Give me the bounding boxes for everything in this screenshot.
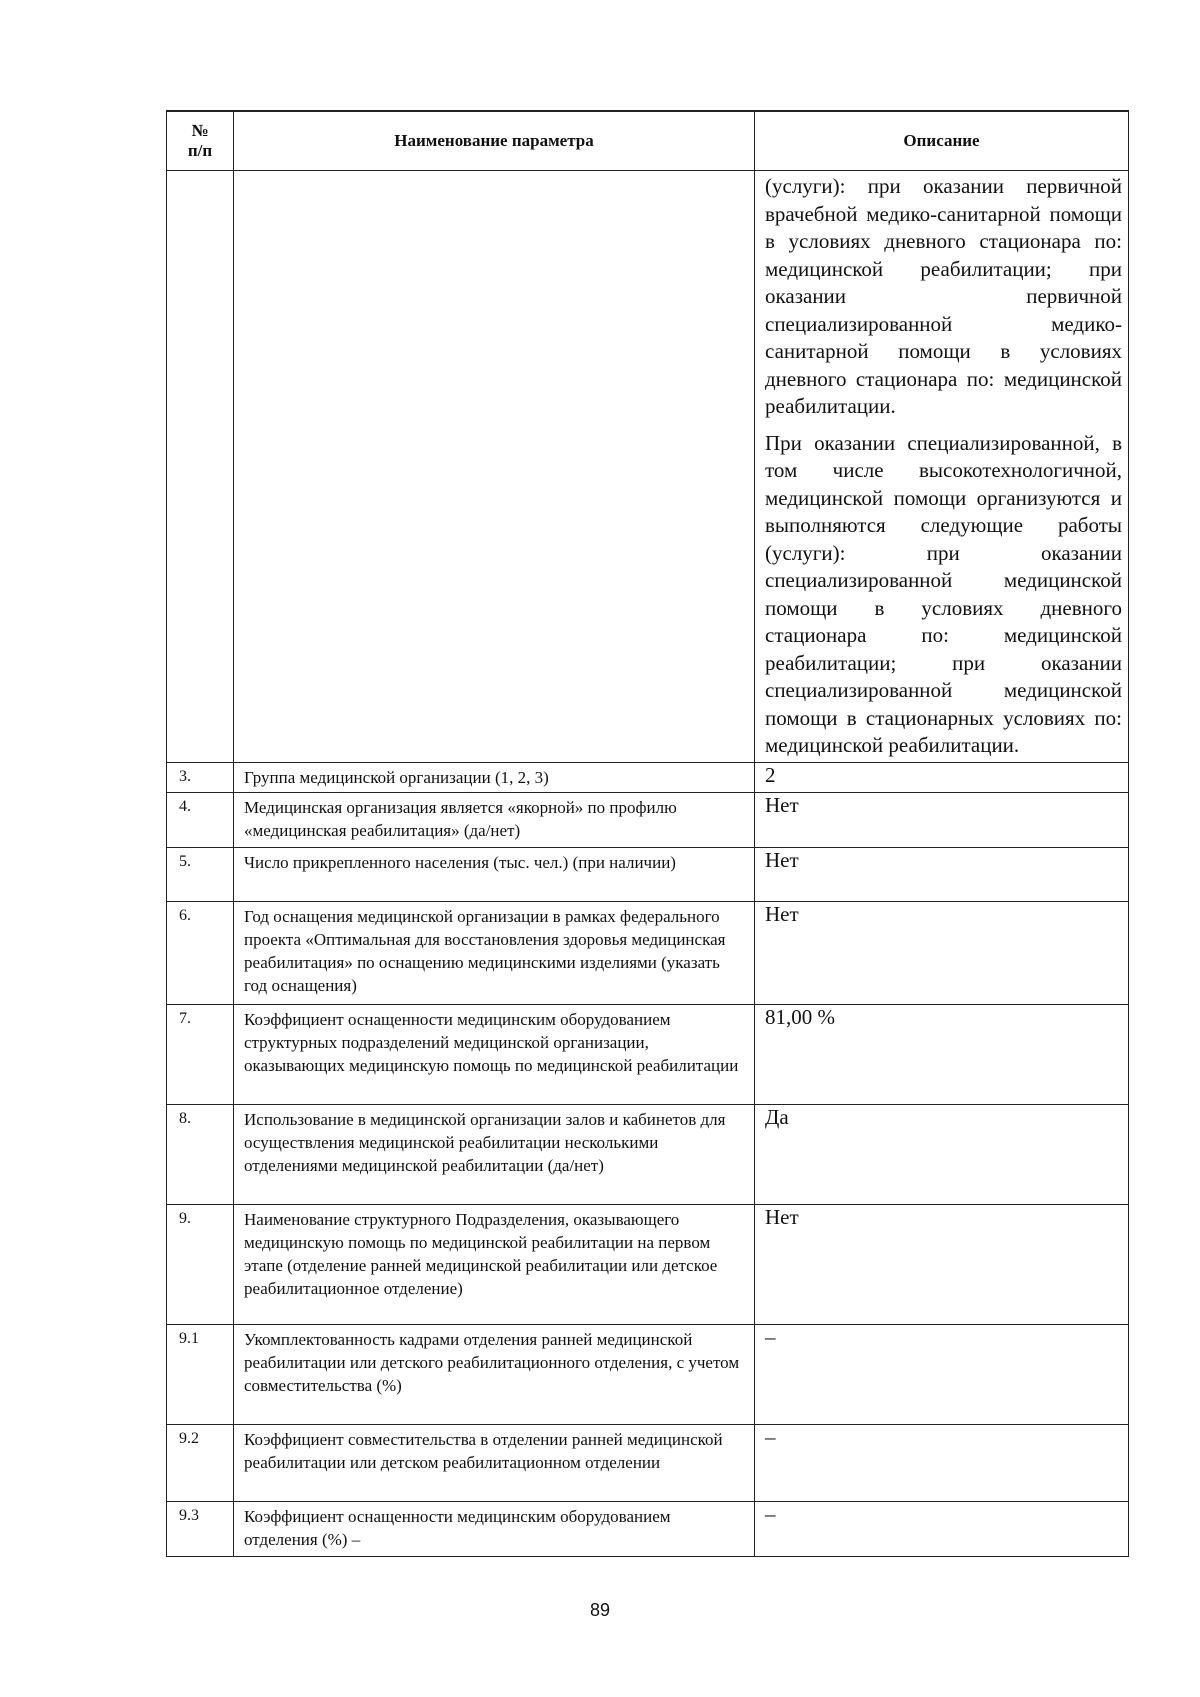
row-description: 81,00 % <box>755 1004 1129 1104</box>
table-row <box>167 1104 1129 1204</box>
description-paragraph: (услуги): при оказании первичной врачебной медико-санитарной помощи в условиях дневного стационара по: медицинской реабилитации; при оказании первичной специализированной медико-санитарной помощи в условиях дневного стационара по: медицинской реабилитации. <box>765 174 1122 418</box>
row-name: Использование в медицинской организации залов и кабинетов для осуществления медицинской реабилитации несколькими отделениями медицинской реабилитации (да/нет) <box>234 1104 755 1204</box>
row-description: Нет <box>755 1204 1129 1324</box>
row-description: Нет <box>755 847 1129 901</box>
row-name: Число прикрепленного населения (тыс. чел.) (при наличии) <box>234 847 755 901</box>
row-number: 6. <box>167 901 234 1004</box>
table-row <box>167 762 1129 792</box>
row-number: 3. <box>167 762 234 792</box>
description-paragraph: При оказании специализированной, в том числе высокотехнологичной, медицинской помощи организуются и выполняются следующие работы (услуги): при оказании специализированной медицинской помощи в условиях дневного стационара по: медицинской реабилитации; при оказании специализированной медицинской помощи в стационарных условиях по: медицинской реабилитации. <box>765 430 1122 757</box>
header-number-line2: п/п <box>187 141 213 160</box>
row-name: Коэффициент оснащенности медицинским оборудованием структурных подразделений медицинской организации, оказывающих медицинскую помощь по медицинской реабилитации <box>234 1004 755 1104</box>
row-name: Коэффициент оснащенности медицинским оборудованием отделения (%) – <box>234 1501 755 1556</box>
row-number: 5. <box>167 847 234 901</box>
row-name: Год оснащения медицинской организации в рамках федерального проекта «Оптимальная для восстановления здоровья медицинская реабилитация» по оснащению медицинскими изделиями (указать год оснащения) <box>234 901 755 1004</box>
table-row-continuation <box>167 171 1129 763</box>
table-row <box>167 847 1129 901</box>
parameters-table <box>166 110 1129 1557</box>
header-parameter-name: Наименование параметра <box>234 111 755 171</box>
table-row <box>167 1004 1129 1104</box>
row-name: Наименование структурного Подразделения, оказывающего медицинскую помощь по медицинской реабилитации на первом этапе (отделение ранней медицинской реабилитации или детское реабилитационное отделение) <box>234 1204 755 1324</box>
row-number: 9. <box>167 1204 234 1324</box>
row-description: Нет <box>755 901 1129 1004</box>
row-description: Нет <box>755 792 1129 847</box>
row-description: – <box>755 1324 1129 1424</box>
row-number: 9.1 <box>167 1324 234 1424</box>
row-number: 4. <box>167 792 234 847</box>
page-number: 89 <box>589 1600 611 1620</box>
row-name: Медицинская организация является «якорной» по профилю «медицинская реабилитация» (да/нет) <box>234 792 755 847</box>
row-number: 9.2 <box>167 1424 234 1501</box>
table-row <box>167 1501 1129 1556</box>
row-description: 2 <box>755 762 1129 792</box>
row-name-cell <box>234 171 755 763</box>
table-row <box>167 792 1129 847</box>
row-description: Да <box>755 1104 1129 1204</box>
row-number: 8. <box>167 1104 234 1204</box>
row-description: – <box>755 1424 1129 1501</box>
table-header-row <box>167 111 1129 171</box>
table-row <box>167 1204 1129 1324</box>
table-row <box>167 901 1129 1004</box>
table-container <box>166 110 1128 1557</box>
table-row <box>167 1324 1129 1424</box>
row-description: – <box>755 1501 1129 1556</box>
row-description-cell <box>755 171 1129 763</box>
table-row <box>167 1424 1129 1501</box>
header-number-line1: № <box>191 121 209 140</box>
row-name: Коэффициент совместительства в отделении ранней медицинской реабилитации или детском реабилитационном отделении <box>234 1424 755 1501</box>
row-number: 7. <box>167 1004 234 1104</box>
row-number: 9.3 <box>167 1501 234 1556</box>
header-description: Описание <box>755 111 1129 171</box>
header-number <box>167 111 234 171</box>
row-name: Группа медицинской организации (1, 2, 3) <box>234 762 755 792</box>
row-name: Укомплектованность кадрами отделения ранней медицинской реабилитации или детского реабилитационного отделения, с учетом совместительства (%) <box>234 1324 755 1424</box>
row-number-cell <box>167 171 234 763</box>
